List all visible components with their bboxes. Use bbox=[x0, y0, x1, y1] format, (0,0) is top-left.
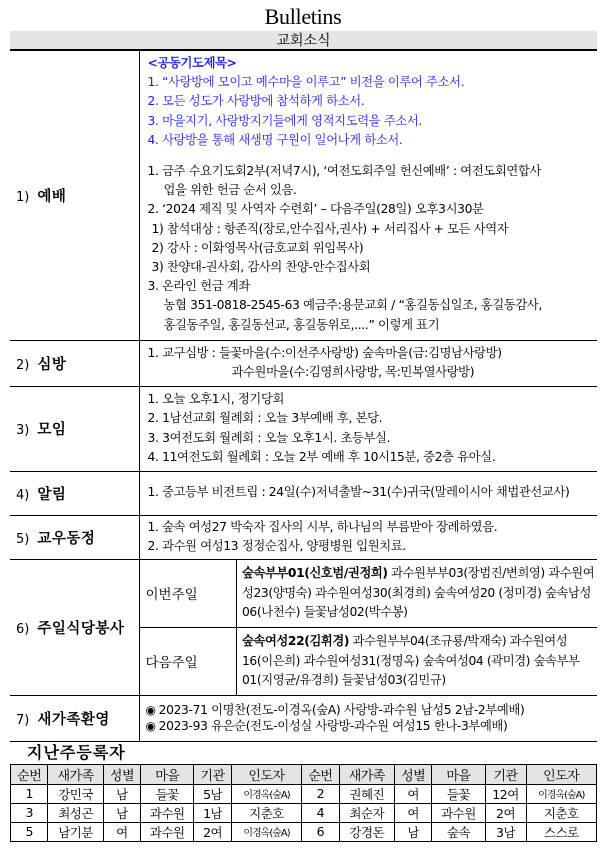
col-header: 성별 bbox=[103, 764, 140, 784]
prayer-item: 4. 사랑방을 통해 새생명 구원이 일어나게 하소서. bbox=[147, 132, 403, 147]
visitation-content bbox=[139, 340, 597, 386]
meetings-label bbox=[10, 386, 139, 471]
row-kitchen-service bbox=[10, 559, 597, 695]
col-header: 인도자 bbox=[231, 764, 301, 784]
next-week-servers bbox=[237, 628, 598, 695]
cell: 최성곤 bbox=[48, 803, 103, 822]
kitchen-service-title: 주일식당봉사 bbox=[37, 620, 125, 637]
new-family-label bbox=[10, 695, 139, 741]
cell: 스스로 bbox=[526, 822, 597, 841]
member-news-line: 1. 숲속 여성27 박숙자 집사의 시부, 하나님의 부름받아 장례하였음. bbox=[147, 519, 498, 534]
cell: 1남 bbox=[194, 803, 231, 822]
col-header: 기관 bbox=[194, 764, 231, 784]
section-title: 교회소식 bbox=[10, 31, 597, 51]
cell: 들꽃 bbox=[141, 784, 194, 803]
notice-label bbox=[10, 471, 139, 515]
cell: 5남 bbox=[194, 784, 231, 803]
this-week-lead: 숲속부부01(신호범/권정희) bbox=[242, 566, 388, 580]
cell: 여 bbox=[394, 803, 431, 822]
worship-line: 2. ‘2024 제직 및 사역자 수련회’ – 다음주일(28일) 오후3시30분 bbox=[147, 202, 484, 217]
next-week-rest: 과수원부부04(조규룡/박재숙) 과수원여성16(이은희) 과수원여성31(정명옥) 숲속여성04 (곽미경) 숲속부부01(지영균/유경희) 들꽃남성03(김민규) bbox=[242, 634, 580, 687]
col-header: 새가족 bbox=[339, 764, 394, 784]
registrants-header-row bbox=[11, 764, 597, 784]
table-row bbox=[11, 822, 597, 841]
cell: 2여 bbox=[194, 822, 231, 841]
cell: 지춘호 bbox=[231, 803, 301, 822]
cell: 이경옥(숲A) bbox=[231, 822, 301, 841]
worship-num: 1) bbox=[16, 189, 30, 205]
prayer-item: 2. 모든 성도가 사랑방에 참석하게 하소서. bbox=[147, 94, 365, 109]
cell: 5 bbox=[11, 822, 48, 841]
worship-line: 1. 금주 수요기도회2부(저녁7시), ‘여전도회주일 헌신예배’ : 여전도회연합사 bbox=[147, 164, 542, 179]
next-week-label: 다음주일 bbox=[140, 628, 237, 695]
visitation-line: 1. 교구심방 : 들꽃마을(수:이선주사랑방) 숲속마을(금:김명남사랑방) bbox=[147, 345, 502, 360]
cell: 들꽃 bbox=[432, 784, 485, 803]
worship-line: 3. 온라인 헌금 계좌 bbox=[147, 279, 250, 294]
col-header: 순번 bbox=[302, 764, 339, 784]
new-family-title: 새가족환영 bbox=[37, 711, 110, 728]
registrants-table bbox=[10, 764, 597, 842]
kitchen-service-num: 6) bbox=[16, 621, 30, 637]
member-news-title: 교우동정 bbox=[37, 530, 96, 547]
visitation-line: 과수원마을(수:김영희사랑방, 목:민복열사랑방) bbox=[231, 365, 475, 379]
worship-line: 1) 참석대상 : 항존직(장로,안수집사,권사) + 서리집사 + 모든 사역자 bbox=[151, 221, 509, 236]
cell: 과수원 bbox=[141, 803, 194, 822]
member-news-num: 5) bbox=[16, 531, 30, 547]
cell: 남기분 bbox=[48, 822, 103, 841]
meetings-num: 3) bbox=[16, 423, 30, 438]
notice-title: 알림 bbox=[37, 486, 67, 503]
next-week-row bbox=[140, 628, 598, 695]
cell: 4 bbox=[302, 803, 339, 822]
table-row bbox=[11, 803, 597, 822]
visitation-num: 2) bbox=[16, 357, 30, 373]
this-week-label: 이번주일 bbox=[140, 560, 237, 628]
bank-account-line: 농협 351-0818-2545-63 예금주:용문교회 / “홍길동십일조, 홍길동감사, bbox=[163, 298, 543, 313]
worship-line: 3) 찬양대-권사회, 감사의 찬양-안수집사회 bbox=[151, 260, 371, 275]
worship-line: 업을 위한 헌금 순서 있음. bbox=[163, 183, 297, 198]
member-news-label bbox=[10, 515, 139, 559]
meeting-line: 4. 11여전도회 월례회 : 오늘 2부 예배 후 10시15분, 중2층 유아실. bbox=[147, 449, 496, 464]
prayer-item: 3. 마을지기, 사랑방지기들에게 영적지도력을 주소서. bbox=[147, 113, 422, 128]
kitchen-service-table bbox=[140, 560, 598, 695]
cell: 강경돈 bbox=[339, 822, 394, 841]
cell: 지춘호 bbox=[526, 803, 597, 822]
new-family-item bbox=[146, 718, 598, 734]
kitchen-service-label bbox=[10, 559, 139, 695]
notice-line: 1. 중고등부 비전트립 : 24일(수)저녁출발~31(수)귀국(말레이시아 채법관선교사) bbox=[147, 485, 570, 500]
member-news-content bbox=[139, 515, 597, 559]
col-header: 마을 bbox=[141, 764, 194, 784]
cell: 남 bbox=[103, 784, 140, 803]
row-visitation bbox=[10, 340, 597, 386]
cell: 이경옥(숲A) bbox=[526, 784, 597, 803]
radio-bullet-icon: ◉ bbox=[145, 703, 156, 717]
cell: 여 bbox=[394, 784, 431, 803]
notice-num: 4) bbox=[16, 487, 30, 503]
worship-line: 홍길동주일, 홍길동선교, 홍길동위로,....” 이렇게 표기 bbox=[163, 317, 440, 332]
this-week-servers bbox=[237, 560, 598, 628]
page-title: Bulletins bbox=[264, 4, 342, 29]
cell: 1 bbox=[11, 784, 48, 803]
col-header: 인도자 bbox=[526, 764, 597, 784]
row-notice bbox=[10, 471, 597, 515]
table-row bbox=[11, 784, 597, 803]
visitation-title: 심방 bbox=[37, 356, 67, 373]
col-header: 마을 bbox=[432, 764, 485, 784]
cell: 2 bbox=[302, 784, 339, 803]
cell: 3 bbox=[11, 803, 48, 822]
cell: 여 bbox=[103, 822, 140, 841]
cell: 3남 bbox=[485, 822, 526, 841]
new-family-item bbox=[146, 702, 598, 718]
meetings-title: 모임 bbox=[37, 422, 67, 438]
this-week-rest: 과수원부부03(장범진/변희영) 과수원여성23(양명숙) 과수원여성30(최경희) 숲속여성20 (정미경) 숲속남성06(나천수) 들꽃남성02(박수봉) bbox=[242, 566, 595, 619]
new-family-text: 2023-71 이명찬(전도-이경옥(숲A) 사랑방-과수원 남성5 2남-2부예배) bbox=[158, 703, 525, 717]
new-family-text: 2023-93 유은순(전도-이성실 사랑방-과수원 여성15 한나-3부예배) bbox=[158, 719, 508, 733]
kitchen-service-content bbox=[139, 559, 597, 695]
row-meetings bbox=[10, 386, 597, 471]
worship-line: 2) 강사 : 이화영목사(금호교회 위임목사) bbox=[151, 240, 364, 255]
cell: 최순자 bbox=[339, 803, 394, 822]
worship-content bbox=[139, 51, 597, 340]
this-week-row bbox=[140, 560, 598, 628]
cell: 과수원 bbox=[432, 803, 485, 822]
cell: 숲속 bbox=[432, 822, 485, 841]
cell: 2여 bbox=[485, 803, 526, 822]
row-worship bbox=[10, 51, 597, 340]
col-header: 기관 bbox=[485, 764, 526, 784]
cell: 12여 bbox=[485, 784, 526, 803]
col-header: 새가족 bbox=[48, 764, 103, 784]
radio-bullet-icon: ◉ bbox=[145, 719, 156, 733]
new-family-num: 7) bbox=[16, 712, 30, 728]
meeting-line: 2. 1남선교회 월례회 : 오늘 3부예배 후, 본당. bbox=[147, 411, 383, 426]
worship-title: 예배 bbox=[37, 188, 67, 205]
prayer-item: 1. “사랑방에 모이고 예수마을 이루고” 비전을 이루어 주소서. bbox=[147, 75, 465, 90]
meeting-line: 1. 오늘 오후1시, 정기당회 bbox=[147, 392, 285, 407]
row-new-family bbox=[10, 695, 597, 741]
cell: 과수원 bbox=[141, 822, 194, 841]
registrants-title: 지난주등록자 bbox=[27, 742, 126, 762]
cell: 남 bbox=[394, 822, 431, 841]
cell: 강민국 bbox=[48, 784, 103, 803]
notice-content bbox=[139, 471, 597, 515]
meetings-content bbox=[139, 386, 597, 471]
col-header: 순번 bbox=[11, 764, 48, 784]
cell: 이경옥(숲A) bbox=[231, 784, 301, 803]
prayer-heading: <공동기도제목> bbox=[147, 56, 237, 70]
worship-label bbox=[10, 51, 139, 340]
bulletin-table bbox=[10, 51, 597, 742]
cell: 권혜진 bbox=[339, 784, 394, 803]
col-header: 성별 bbox=[394, 764, 431, 784]
member-news-line: 2. 과수원 여성13 정정순집사, 양평병원 입원치료. bbox=[147, 539, 406, 553]
next-week-lead: 숲속여성22(김휘경) bbox=[242, 634, 350, 648]
meeting-line: 3. 3여전도회 월례회 : 오늘 오후1시. 초등부실. bbox=[147, 430, 391, 445]
visitation-label bbox=[10, 340, 139, 386]
cell: 남 bbox=[103, 803, 140, 822]
new-family-content bbox=[139, 695, 597, 741]
cell: 6 bbox=[302, 822, 339, 841]
row-member-news bbox=[10, 515, 597, 559]
